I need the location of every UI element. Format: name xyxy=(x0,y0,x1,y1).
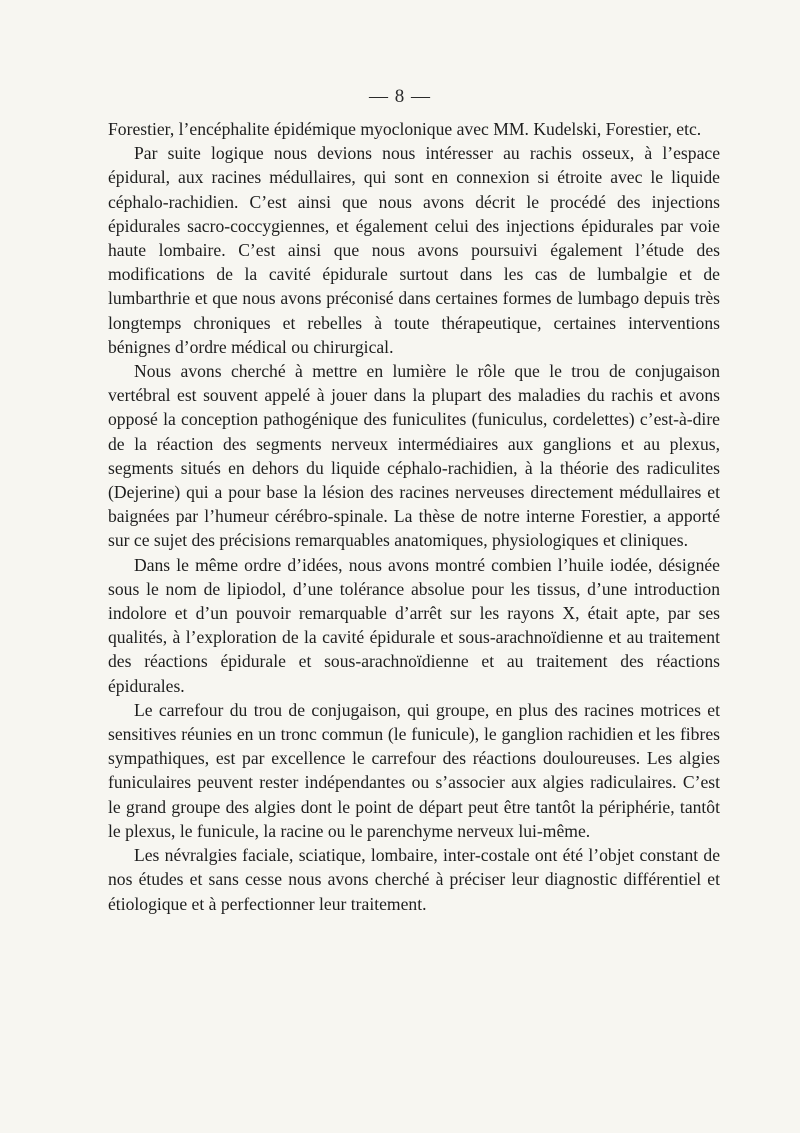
paragraph: Nous avons cherché à mettre en lumière le rôle que le trou de conjugaison vertébral est souvent appelé à jouer dans la plupart des maladies du rachis et avons opposé la conception pathogénique des funiculites (funiculus, cordelettes) c’est-à-dire de la réaction des segments nerveux intermédiaires aux ganglions et au plexus, segments situés en dehors du liquide céphalo-rachidien, à la théorie des radiculites (Dejerine) qui a pour base la lésion des racines nerveuses directement médullaires et baignées par l’humeur cérébro-spinale. La thèse de notre interne Forestier, a apporté sur ce sujet des précisions remarquables anatomiques, physiologiques et cliniques. xyxy=(108,361,720,551)
paragraph: Par suite logique nous devions nous intéresser au rachis osseux, à l’espace épidural, aux racines médullaires, qui sont en connexion si étroite avec le liquide céphalo-rachidien. C’est ainsi que nous avons décrit le procédé des injections épidurales sacro-coccygiennes, et également celui des injections épidurales par voie haute lombaire. C’est ainsi que nous avons poursuivi également l’étude des modifications de la cavité épidurale surtout dans les cas de lumbalgie et de lumbarthrie et que nous avons préconisé dans certaines formes de lumbago depuis très longtemps chroniques et rebelles à toute thérapeutique, certaines interventions bénignes d’ordre médical ou chirurgical. xyxy=(108,143,720,357)
paragraph: Forestier, l’encéphalite épidémique myoclonique avec MM. Kudelski, Forestier, etc. xyxy=(108,119,702,139)
paragraph: Dans le même ordre d’idées, nous avons montré combien l’huile iodée, désignée sous le nom de lipiodol, d’une tolérance absolue pour les tissus, d’une introduction indolore et d’un pouvoir remarquable d’arrêt sur les rayons X, était apte, par ses qualités, à l’exploration de la cavité épidurale et sous-arachnoïdienne et au traitement des réactions épidurale et sous-arachnoïdienne et au traitement des réactions épidurales. xyxy=(108,554,720,696)
body-text xyxy=(108,117,720,916)
paragraph: Le carrefour du trou de conjugaison, qui groupe, en plus des racines motrices et sensitives réunies en un tronc commun (le funicule), le ganglion rachidien et les fibres sympathiques, est par excellence le carrefour des réactions douloureuses. Les algies funiculaires peuvent rester indépendantes ou s’associer aux algies radiculaires. C’est le grand groupe des algies dont le point de départ peut être tantôt la périphérie, tantôt le plexus, le funicule, la racine ou le parenchyme nerveux lui-même. xyxy=(108,699,720,841)
page-number: — 8 — xyxy=(369,86,431,107)
paragraph: Les névralgies faciale, sciatique, lombaire, inter-costale ont été l’objet constant de nos études et sans cesse nous avons cherché à préciser leur diagnostic différentiel et étiologique et à perfectionner leur traitement. xyxy=(108,845,720,914)
